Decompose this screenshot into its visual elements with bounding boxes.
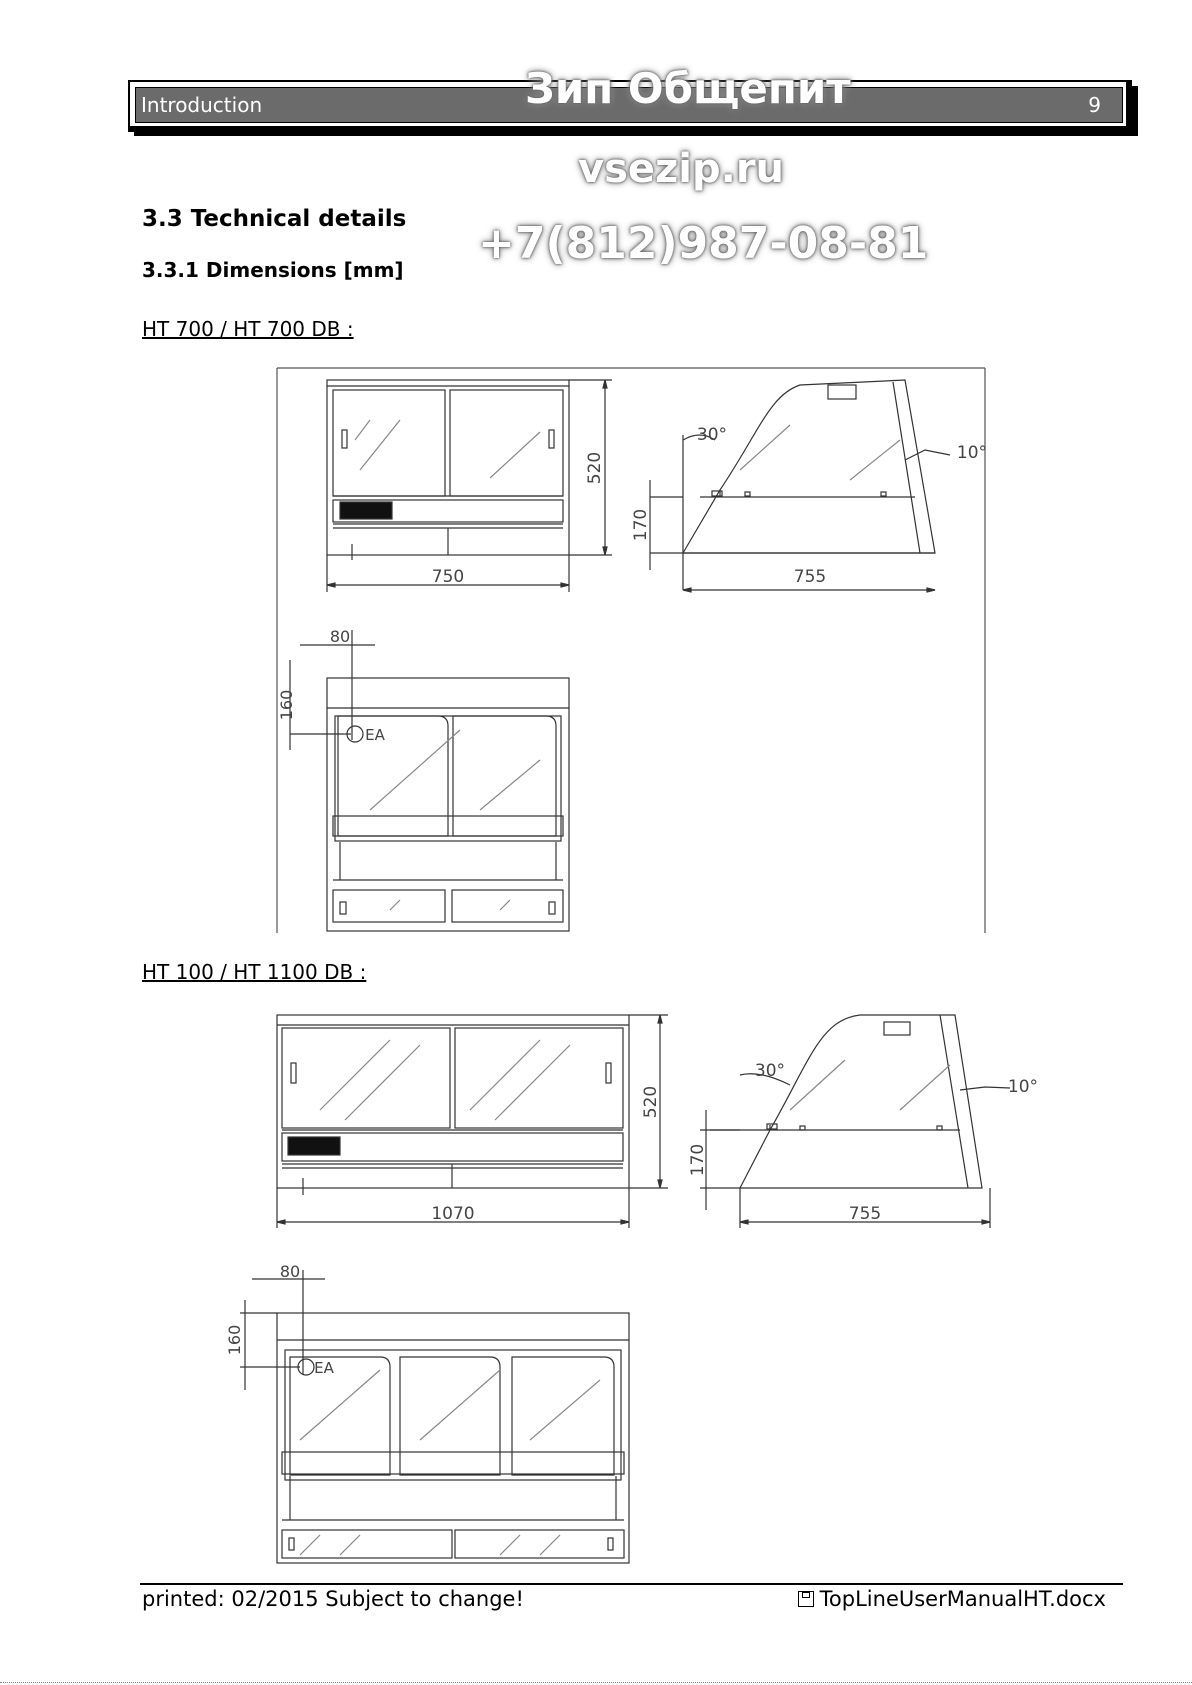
offset-y-1100: 160 — [225, 1324, 244, 1356]
angle-back-1100: 10° — [1007, 1077, 1039, 1097]
watermark-line3: +7(812)987-08-81 — [478, 218, 929, 269]
subsection-heading: 3.3.1 Dimensions [mm] — [142, 258, 404, 282]
dim-depth-1100: 755 — [848, 1204, 882, 1224]
offset-x-700: 80 — [329, 627, 351, 646]
back-view-1100 — [240, 1270, 629, 1563]
front-view-700 — [327, 380, 612, 592]
header-title: Introduction — [141, 93, 263, 117]
dim-height-700: 520 — [585, 451, 605, 485]
drawing-ht1100 — [240, 1015, 1010, 1563]
drawing-ht700 — [277, 368, 988, 933]
dim-depth-700: 755 — [793, 567, 827, 587]
model-label-1: HT 700 / HT 700 DB : — [142, 317, 354, 341]
section-heading: 3.3 Technical details — [142, 206, 407, 232]
watermark-line2: vsezip.ru — [578, 146, 785, 192]
footer-filename-text: TopLineUserManualHT.docx — [819, 1587, 1106, 1611]
side-view-700 — [650, 380, 950, 592]
page-number: 9 — [1088, 93, 1101, 117]
side-view-1100 — [700, 1015, 1010, 1228]
dim-width-700: 750 — [431, 567, 465, 587]
ea-label-1100: EA — [314, 1359, 334, 1377]
footer-filename — [798, 1587, 1106, 1611]
angle-glass-1100: 30° — [754, 1061, 786, 1081]
back-view-700 — [290, 630, 569, 931]
dim-height-1100: 520 — [641, 1085, 661, 1119]
model-label-2: HT 100 / HT 1100 DB : — [142, 960, 367, 984]
angle-glass-700: 30° — [696, 425, 728, 445]
ea-label-700: EA — [365, 726, 385, 744]
footer-divider — [140, 1583, 1123, 1585]
dim-base-700: 170 — [631, 508, 651, 542]
floppy-disk-icon — [798, 1591, 814, 1607]
offset-x-1100: 80 — [279, 1262, 301, 1281]
offset-y-700: 160 — [277, 689, 296, 721]
angle-back-700: 10° — [956, 443, 988, 463]
dim-base-1100: 170 — [688, 1143, 708, 1177]
dim-width-1100: 1070 — [431, 1204, 475, 1224]
footer-print-note: printed: 02/2015 Subject to change! — [142, 1587, 524, 1611]
front-view-1100 — [277, 1015, 668, 1228]
watermark-line1: Зип Общепит — [525, 64, 851, 113]
